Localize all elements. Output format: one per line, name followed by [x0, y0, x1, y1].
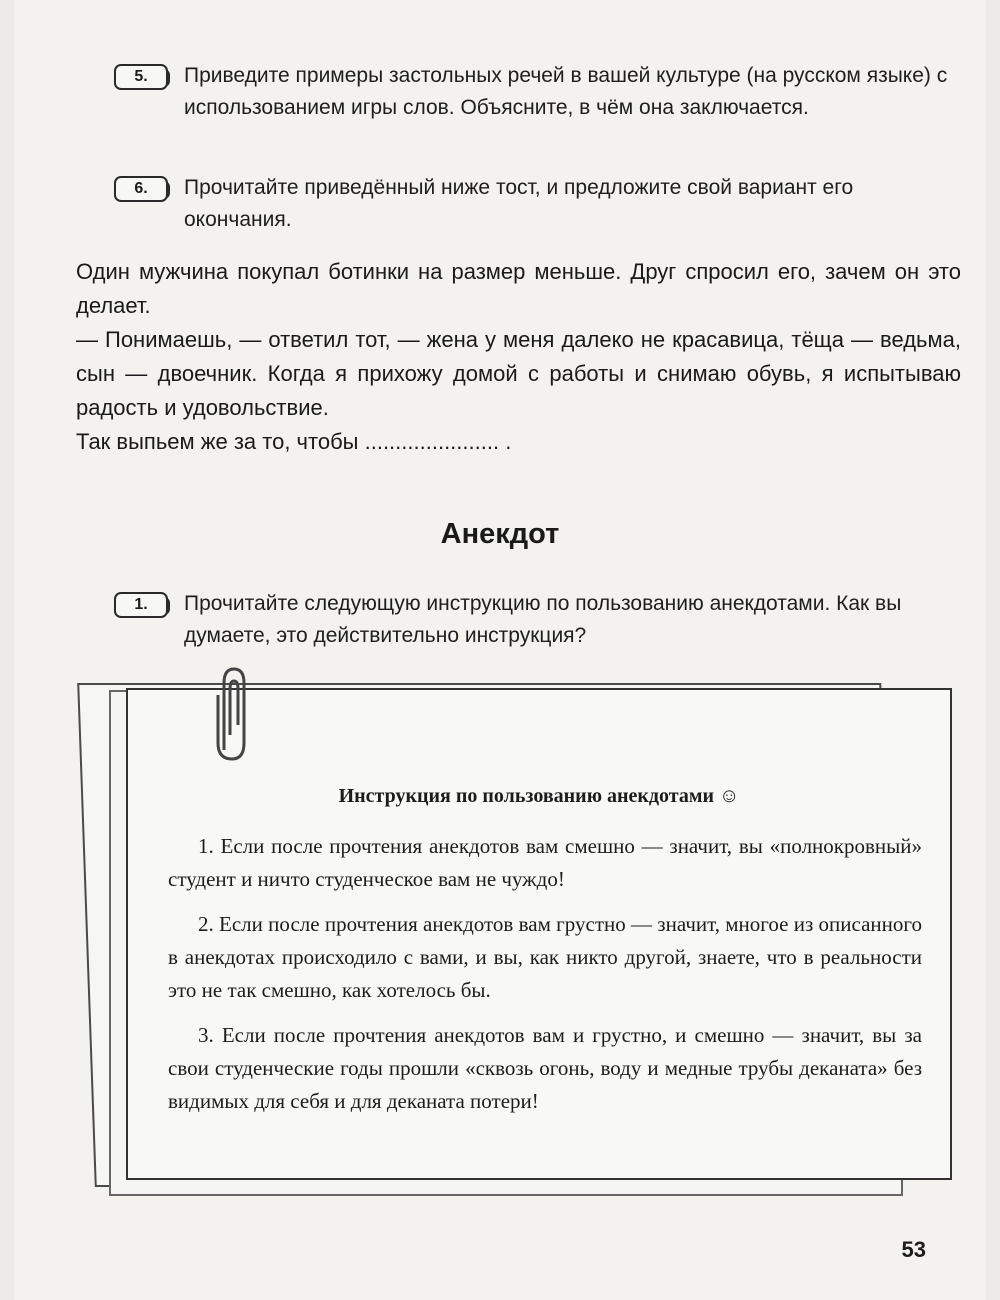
task-6 — [114, 172, 959, 236]
card-body — [168, 830, 922, 1130]
task-number-badge: 1. — [114, 592, 168, 618]
story-paragraph: — Понимаешь, — ответил тот, — жена у меня далеко не красавица, тёща — ведьма, сын — двоечник. Когда я прихожу домой с работы и снимаю обувь, я испытываю радость и удовольствие. — [76, 327, 961, 420]
book-page — [14, 0, 986, 1300]
story-paragraph: Так выпьем же за то, чтобы ...................... . — [76, 429, 512, 454]
task-text: Прочитайте приведённый ниже тост, и предложите свой вариант его окончания. — [184, 176, 854, 231]
story-paragraph: Один мужчина покупал ботинки на размер меньше. Друг спросил его, зачем он это делает. — [76, 259, 961, 318]
paperclip-icon — [210, 665, 254, 765]
page-number: 53 — [901, 1237, 926, 1262]
task-number-badge: 5. — [114, 64, 168, 90]
task-number-badge: 6. — [114, 176, 168, 202]
toast-story — [76, 255, 961, 459]
task-1 — [114, 588, 959, 652]
card-item: 2. Если после прочтения анекдотов вам грустно — значит, многое из описанного в анекдотах происходило с вами, и вы, как никто другой, знаете, что в реальности это не так смешно, как хотелось бы. — [168, 912, 922, 1002]
card-title: Инструкция по пользованию анекдотами ☺ — [338, 785, 740, 807]
section-title: Анекдот — [440, 518, 560, 550]
task-text: Приведите примеры застольных речей в вашей культуре (на русском языке) с использованием игры слов. Объясните, в чём она заключается. — [184, 64, 948, 119]
task-text: Прочитайте следующую инструкцию по пользованию анекдотами. Как вы думаете, это действительно инструкция? — [184, 592, 902, 647]
card-item: 3. Если после прочтения анекдотов вам и грустно, и смешно — значит, вы за свои студенческие годы прошли «сквозь огонь, воду и медные трубы деканата» без видимых для себя и для деканата потери! — [168, 1023, 922, 1113]
task-5 — [114, 60, 959, 124]
card-item: 1. Если после прочтения анекдотов вам смешно — значит, вы «полнокровный» студент и ничто студенческое вам не чуждо! — [168, 834, 922, 891]
